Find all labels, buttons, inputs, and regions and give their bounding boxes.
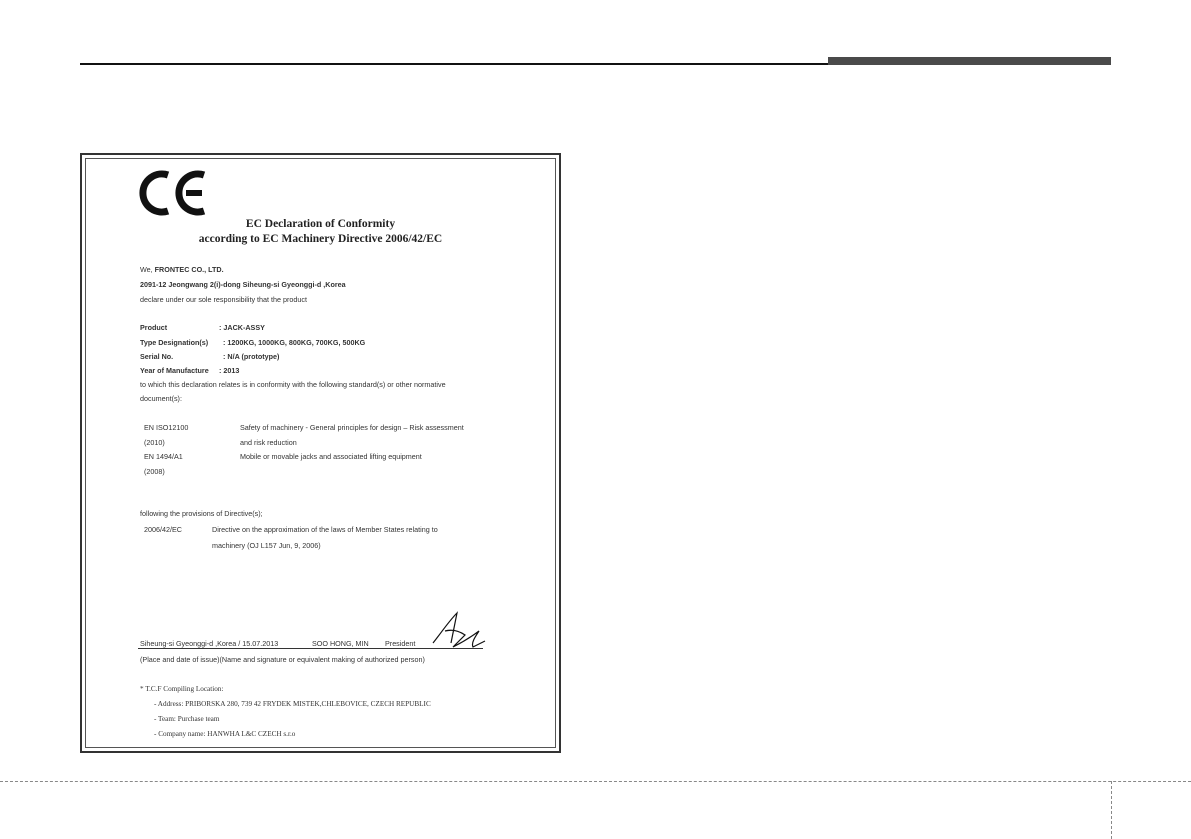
standard-1-code: EN ISO12100 bbox=[144, 423, 189, 432]
year-value: : 2013 bbox=[219, 366, 240, 375]
type-designation-value: : 1200KG, 1000KG, 800KG, 700KG, 500KG bbox=[223, 338, 366, 347]
certificate-title bbox=[82, 217, 559, 247]
certificate-image bbox=[80, 153, 561, 753]
header-section-tab bbox=[828, 57, 1111, 65]
tcf-heading: * T.C.F Compiling Location: bbox=[140, 685, 224, 693]
signature-caption: (Place and date of issue)(Name and signature or equivalent making of authorized person) bbox=[140, 655, 425, 664]
serial-label: Serial No. bbox=[140, 352, 174, 361]
signatory-title: President bbox=[385, 639, 416, 648]
ce-mark-logo bbox=[138, 169, 208, 217]
footer-page-divider bbox=[1111, 781, 1112, 839]
standard-1-year: (2010) bbox=[144, 438, 165, 447]
product-label: Product bbox=[140, 323, 168, 332]
company-name: FRONTEC CO., LTD. bbox=[154, 265, 224, 274]
directive-desc-line2: machinery (OJ L157 Jun, 9, 2006) bbox=[212, 541, 321, 550]
type-designation-label: Type Designation(s) bbox=[140, 338, 209, 347]
conformity-line1: to which this declaration relates is in conformity with the following standard(s) or other normative bbox=[140, 380, 446, 389]
manufacturer-line bbox=[140, 265, 224, 275]
certificate-title-line1: EC Declaration of Conformity bbox=[245, 218, 396, 230]
signature-image bbox=[427, 609, 489, 651]
signatory-name: SOO HONG, MIN bbox=[312, 639, 369, 648]
company-address: 2091-12 Jeongwang 2(i)-dong Siheung-si Gyeonggi-d ,Korea bbox=[140, 280, 346, 289]
standard-2-code: EN 1494/A1 bbox=[144, 452, 183, 461]
conformity-line2: document(s): bbox=[140, 394, 182, 403]
tcf-company: - Company name: HANWHA L&C CZECH s.r.o bbox=[154, 730, 296, 738]
standard-1-desc-line2: and risk reduction bbox=[240, 438, 297, 447]
tcf-team: - Team: Purchase team bbox=[154, 715, 220, 723]
standard-1-desc-line1: Safety of machinery - General principles for design – Risk assessment bbox=[240, 423, 464, 432]
year-label: Year of Manufacture bbox=[140, 366, 209, 375]
standard-2-year: (2008) bbox=[144, 467, 165, 476]
serial-value: : N/A (prototype) bbox=[223, 352, 280, 361]
tcf-address: - Address: PRIBORSKA 280, 739 42 FRYDEK MISTEK,CHLEBOVICE, CZECH REPUBLIC bbox=[154, 700, 431, 708]
place-date: Siheung-si Gyeonggi-d ,Korea / 15.07.2013 bbox=[140, 639, 279, 648]
directive-code: 2006/42/EC bbox=[144, 525, 182, 534]
standard-2-desc-line1: Mobile or movable jacks and associated lifting equipment bbox=[240, 452, 422, 461]
product-value: : JACK-ASSY bbox=[219, 323, 265, 332]
provisions-intro: following the provisions of Directive(s); bbox=[140, 509, 263, 518]
declare-text: declare under our sole responsibility that the product bbox=[140, 295, 308, 304]
certificate-title-line2: according to EC Machinery Directive 2006/42/EC bbox=[198, 233, 443, 245]
footer-dashed-rule bbox=[0, 781, 1191, 782]
directive-desc-line1: Directive on the approximation of the laws of Member States relating to bbox=[212, 525, 438, 534]
we-prefix: We, bbox=[140, 265, 153, 274]
